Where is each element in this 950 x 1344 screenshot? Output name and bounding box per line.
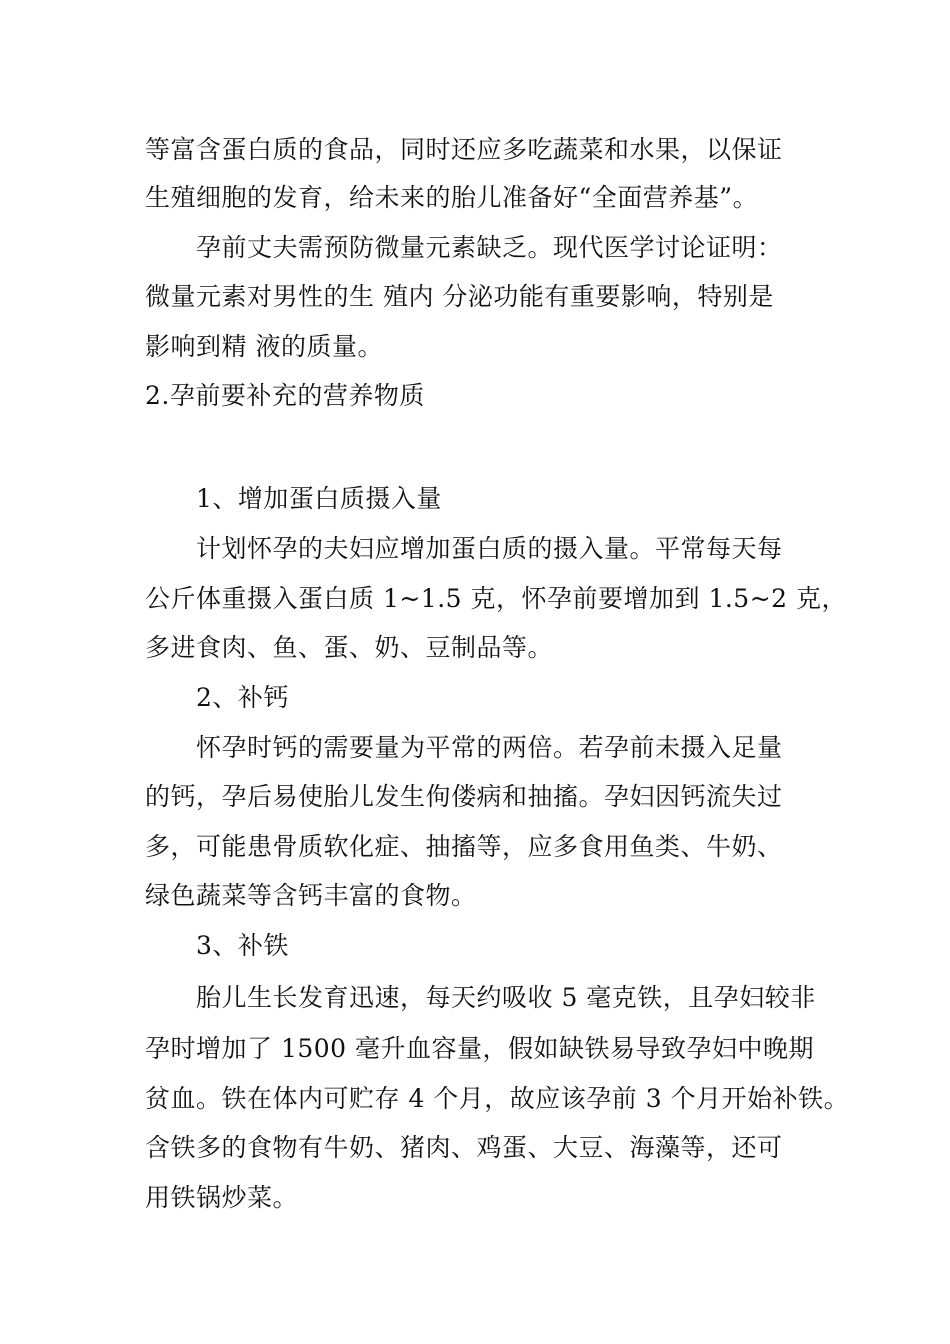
paragraph-line: 孕时增加了 1500 毫升血容量，假如缺铁易导致孕妇中晚期	[145, 1034, 815, 1063]
section-heading: 2.孕前要补充的营养物质	[145, 381, 425, 410]
subsection-heading: 3、补铁	[196, 931, 289, 960]
paragraph-line: 含铁多的食物有牛奶、猪肉、鸡蛋、大豆、海藻等，还可	[145, 1133, 783, 1162]
paragraph-line: 公斤体重摄入蛋白质 1~1.5 克，怀孕前要增加到 1.5~2 克，	[145, 584, 848, 613]
paragraph-line: 怀孕时钙的需要量为平常的两倍。若孕前未摄入足量	[196, 733, 783, 762]
paragraph-line: 生殖细胞的发育，给未来的胎儿准备好“全面营养基”。	[145, 183, 759, 212]
subsection-heading: 1、增加蛋白质摄入量	[196, 484, 442, 513]
subsection-heading: 2、补钙	[196, 683, 289, 712]
paragraph-line: 用铁锅炒菜。	[145, 1183, 299, 1212]
paragraph-line: 孕前丈夫需预防微量元素缺乏。现代医学讨论证明：	[196, 233, 783, 262]
paragraph-line: 计划怀孕的夫妇应增加蛋白质的摄入量。平常每天每	[196, 534, 783, 563]
paragraph-line: 绿色蔬菜等含钙丰富的食物。	[145, 881, 477, 910]
paragraph-line: 胎儿生长发育迅速，每天约吸收 5 毫克铁，且孕妇较非	[196, 983, 816, 1012]
paragraph-line: 贫血。铁在体内可贮存 4 个月，故应该孕前 3 个月开始补铁。	[145, 1084, 850, 1113]
paragraph-line: 的钙，孕后易使胎儿发生佝偻病和抽搐。孕妇因钙流失过	[145, 782, 783, 811]
paragraph-line: 多进食肉、鱼、蛋、奶、豆制品等。	[145, 633, 554, 662]
paragraph-line: 等富含蛋白质的食品，同时还应多吃蔬菜和水果，以保证	[145, 135, 783, 164]
paragraph-line: 影响到精 液的质量。	[145, 332, 383, 361]
paragraph-line: 微量元素对男性的生 殖内 分泌功能有重要影响，特别是	[145, 282, 774, 311]
paragraph-line: 多，可能患骨质软化症、抽搐等，应多食用鱼类、牛奶、	[145, 832, 783, 861]
